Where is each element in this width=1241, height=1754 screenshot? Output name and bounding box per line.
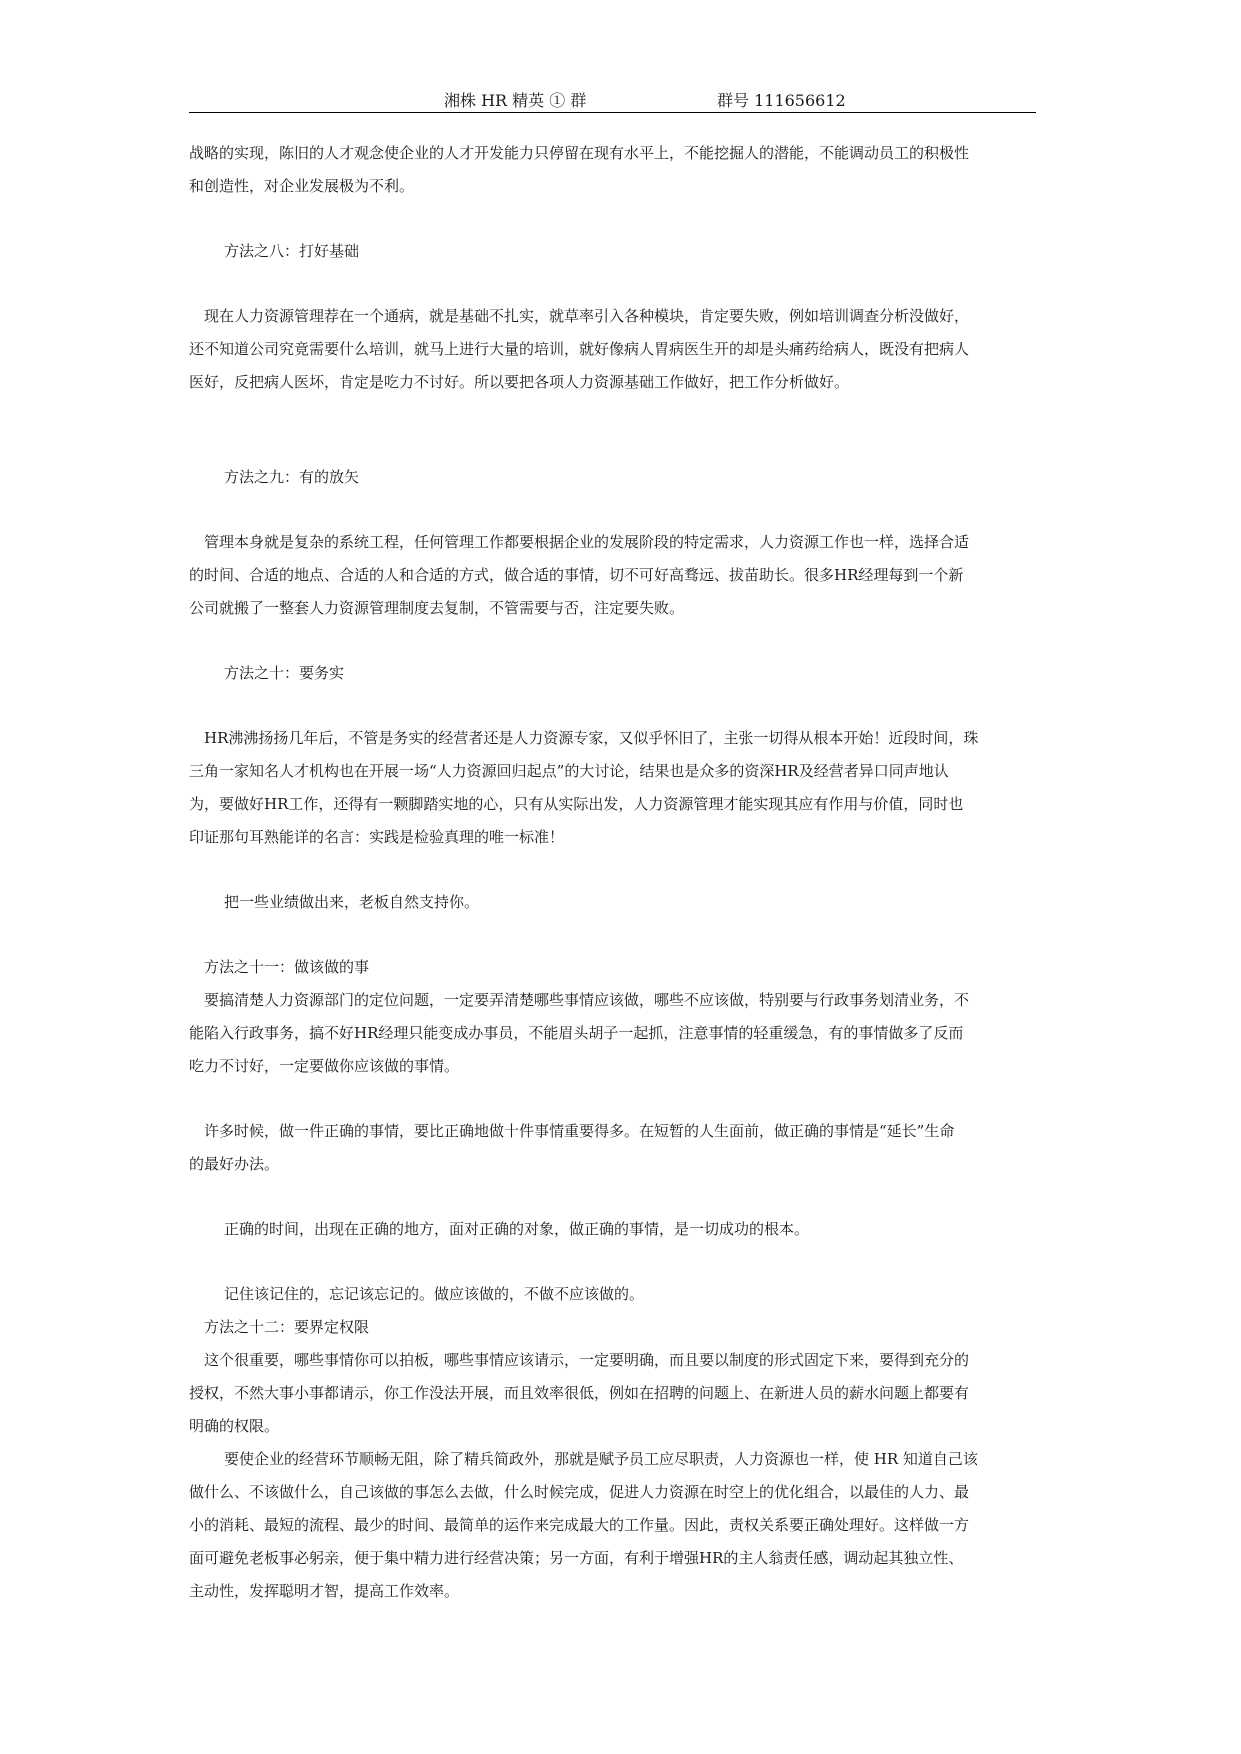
text-line: 医好，反把病人医坏，肯定是吃力不讨好。所以要把各项人力资源基础工作做好，把工作分析做好。 bbox=[189, 373, 850, 391]
text-line: 还不知道公司究竟需要什么培训，就马上进行大量的培训，就好像病人胃病医生开的却是头痛药给病人，既没有把病人 bbox=[189, 340, 970, 358]
text-line: 方法之九：有的放矢 bbox=[224, 468, 360, 486]
text-line: 这个很重要，哪些事情你可以拍板，哪些事情应该请示，一定要明确，而且要以制度的形式固定下来，要得到充分的 bbox=[204, 1351, 970, 1369]
text-line: 要使企业的经营环节顺畅无阻，除了精兵简政外，那就是赋予员工应尽职责，人力资源也一样，使 HR 知道自己该 bbox=[224, 1450, 978, 1468]
text-line: 明确的权限。 bbox=[189, 1417, 280, 1435]
text-line: 把一些业绩做出来，老板自然支持你。 bbox=[224, 893, 480, 911]
text-line: 和创造性，对企业发展极为不利。 bbox=[189, 177, 415, 195]
text-line: 公司就搬了一整套人力资源管理制度去复制，不管需要与否，注定要失败。 bbox=[189, 599, 685, 617]
text-line: 的最好办法。 bbox=[189, 1155, 280, 1173]
text-line: 方法之八：打好基础 bbox=[224, 242, 360, 260]
text-line: HR沸沸扬扬几年后，不管是务实的经营者还是人力资源专家，又似乎怀旧了，主张一切得从根本开始！近段时间，珠 bbox=[204, 729, 979, 747]
text-line: 授权，不然大事小事都请示，你工作没法开展，而且效率很低，例如在招聘的问题上、在新进人员的薪水问题上都要有 bbox=[189, 1384, 970, 1402]
text-line: 许多时候，做一件正确的事情，要比正确地做十件事情重要得多。在短暂的人生面前，做正确的事情是“延长”生命 bbox=[204, 1122, 955, 1140]
text-line: 要搞清楚人力资源部门的定位问题，一定要弄清楚哪些事情应该做，哪些不应该做，特别要与行政事务划清业务，不 bbox=[204, 991, 970, 1009]
text-line: 记住该记住的，忘记该忘记的。做应该做的，不做不应该做的。 bbox=[224, 1285, 645, 1303]
text-line: 方法之十二：要界定权限 bbox=[204, 1318, 370, 1336]
text-line: 方法之十：要务实 bbox=[224, 664, 345, 682]
text-line: 面可避免老板事必躬亲，便于集中精力进行经营决策；另一方面，有利于增强HR的主人翁责任感，调动起其独立性、 bbox=[189, 1549, 964, 1567]
page-header bbox=[189, 90, 1036, 113]
text-line: 战略的实现，陈旧的人才观念使企业的人才开发能力只停留在现有水平上，不能挖掘人的潜能，不能调动员工的积极性 bbox=[189, 144, 970, 162]
text-line: 做什么、不该做什么，自己该做的事怎么去做，什么时候完成，促进人力资源在时空上的优化组合，以最佳的人力、最 bbox=[189, 1483, 970, 1501]
header-group-number: 群号 111656612 bbox=[717, 91, 846, 110]
text-line: 的时间、合适的地点、合适的人和合适的方式，做合适的事情，切不可好高骛远、拔苗助长。很多HR经理每到一个新 bbox=[189, 566, 964, 584]
text-line: 主动性，发挥聪明才智，提高工作效率。 bbox=[189, 1582, 460, 1600]
text-line: 为，要做好HR工作，还得有一颗脚踏实地的心，只有从实际出发，人力资源管理才能实现其应有作用与价值，同时也 bbox=[189, 795, 964, 813]
text-line: 方法之十一：做该做的事 bbox=[204, 958, 370, 976]
text-line: 正确的时间，出现在正确的地方，面对正确的对象，做正确的事情，是一切成功的根本。 bbox=[224, 1220, 810, 1238]
text-line: 三角一家知名人才机构也在开展一场“人力资源回归起点”的大讨论，结果也是众多的资深HR及经营者异口同声地认 bbox=[189, 762, 949, 780]
text-line: 小的消耗、最短的流程、最少的时间、最简单的运作来完成最大的工作量。因此，责权关系要正确处理好。这样做一方 bbox=[189, 1516, 970, 1534]
text-line: 现在人力资源管理荐在一个通病，就是基础不扎实，就草率引入各种模块，肯定要失败，例如培训调查分析没做好， bbox=[204, 307, 970, 325]
text-line: 吃力不讨好，一定要做你应该做的事情。 bbox=[189, 1057, 460, 1075]
text-line: 印证那句耳熟能详的名言：实践是检验真理的唯一标准！ bbox=[189, 828, 565, 846]
header-group-name: 湘株 HR 精英 ① 群 bbox=[444, 91, 587, 110]
text-line: 能陷入行政事务，搞不好HR经理只能变成办事员，不能眉头胡子一起抓，注意事情的轻重缓急，有的事情做多了反而 bbox=[189, 1024, 964, 1042]
text-line: 管理本身就是复杂的系统工程，任何管理工作都要根据企业的发展阶段的特定需求，人力资源工作也一样，选择合适 bbox=[204, 533, 970, 551]
